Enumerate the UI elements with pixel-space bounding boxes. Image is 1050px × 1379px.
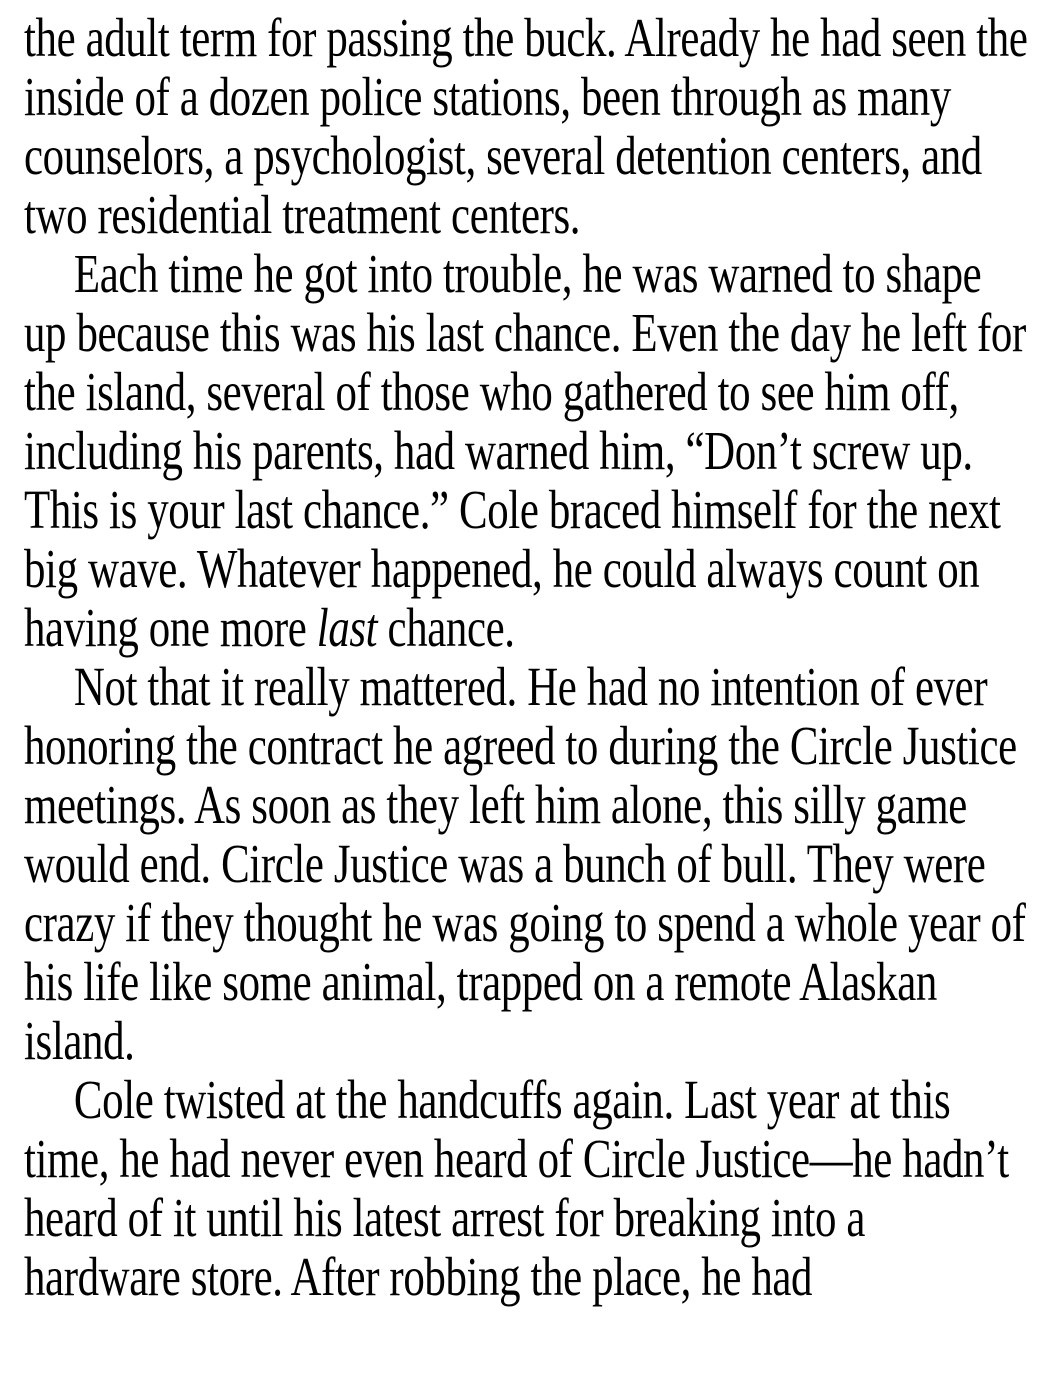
paragraph bbox=[24, 8, 1032, 244]
text-segment: Not that it really mattered. He had no intention of ever honoring the contract he agreed to during the Circle Justice meetings. As soon as they left him alone, this silly game would end. Circle Justice was a bunch of bull. They were crazy if they thought he was going to spend a whole year of his life like some animal, trapped on a remote Alaskan island. bbox=[24, 656, 1026, 1071]
paragraph bbox=[24, 657, 1032, 1070]
text-segment: Cole twisted at the handcuffs again. Last year at this time, he had never even heard of Circle Justice—he hadn’t heard of it until his latest arrest for breaking into a hardware store. After robbing the place, he had bbox=[24, 1069, 1009, 1307]
paragraph bbox=[24, 244, 1032, 657]
text-segment: Each time he got into trouble, he was warned to shape up because this was his last chance. Even the day he left for the island, several of those who gathered to see him off, including his parents, had warned him, “Don’t screw up. This is your last chance.” Cole braced himself for the next big wave. Whatever happened, he could always count on having one more bbox=[24, 243, 1026, 658]
italic-word: last bbox=[316, 597, 378, 658]
page-text-block bbox=[24, 8, 1032, 1306]
text-segment: the adult term for passing the buck. Already he had seen the inside of a dozen police stations, been through as many counselors, a psychologist, several detention centers, and two residential treatment centers. bbox=[24, 7, 1028, 245]
paragraph bbox=[24, 1070, 1032, 1306]
text-segment: chance. bbox=[377, 597, 515, 658]
